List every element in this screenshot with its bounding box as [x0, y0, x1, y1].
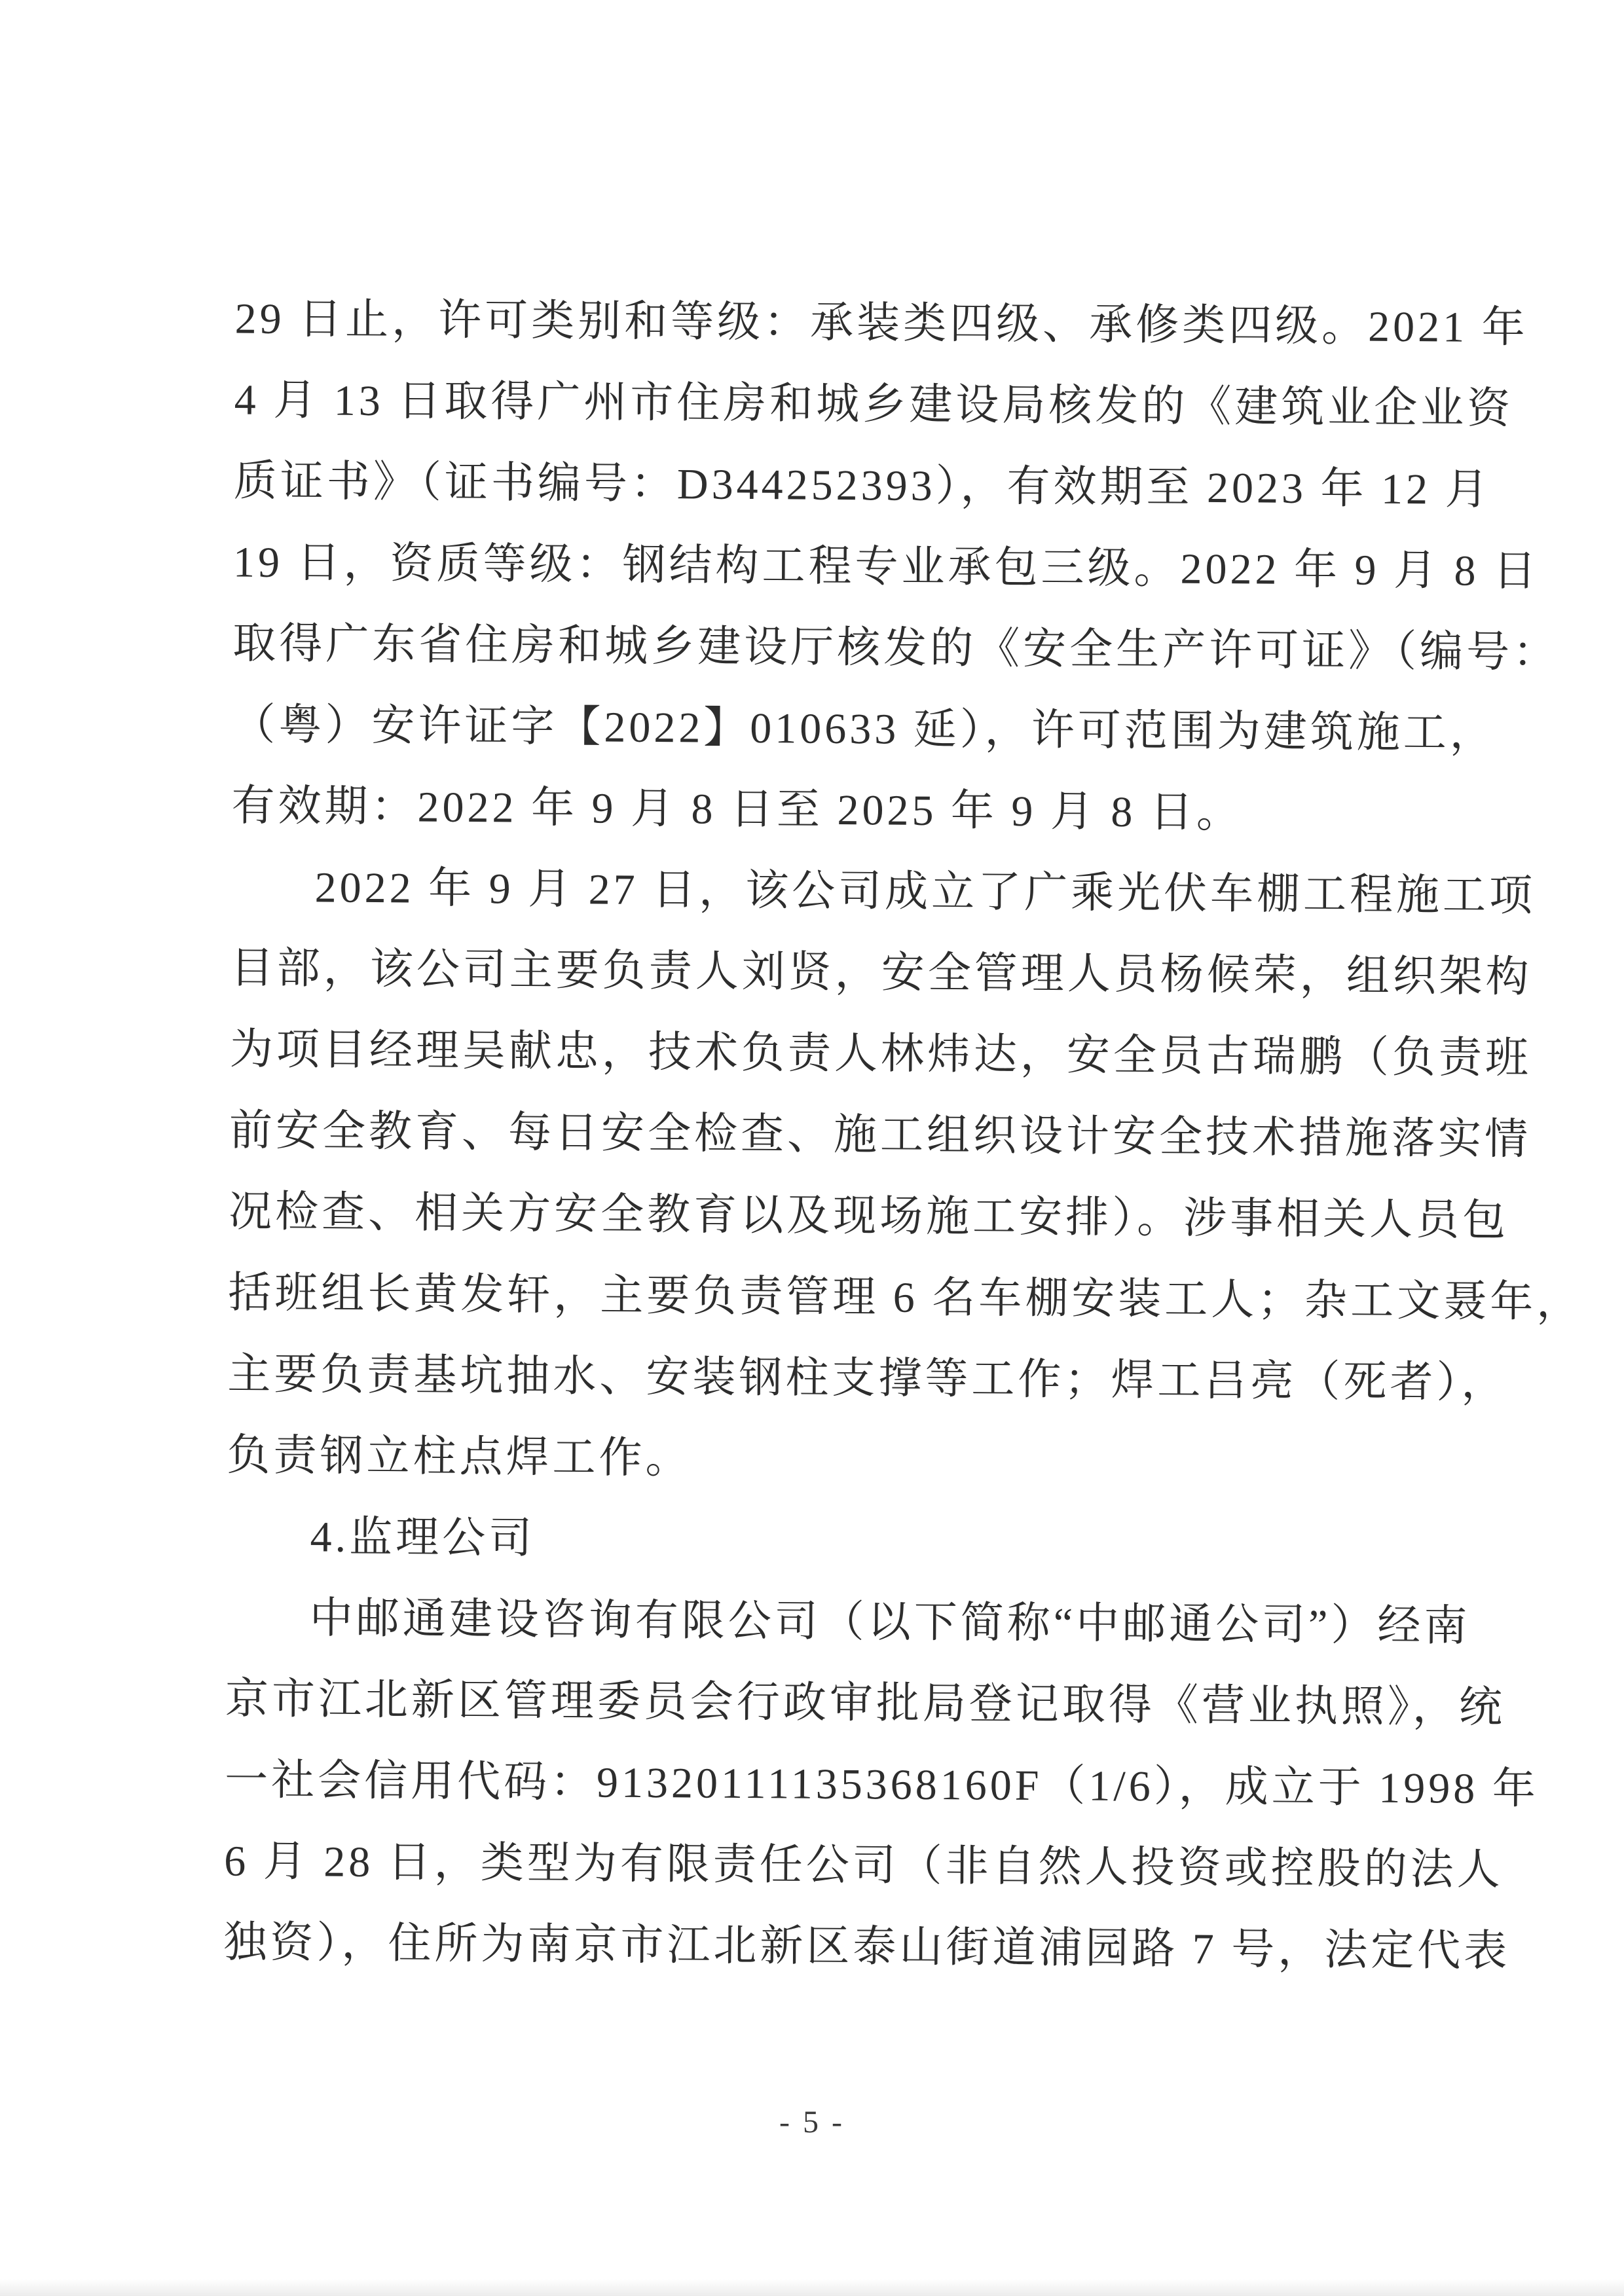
- document-line: 独资），住所为南京市江北新区泰山街道浦园路 7 号，法定代表: [223, 1918, 1511, 1976]
- document-line: （粤）安许证字【2022】010633 延），许可范围为建筑施工，: [232, 701, 1497, 757]
- section-heading: 4.监理公司: [310, 1513, 536, 1563]
- document-line: 29 日止，许可类别和等级：承装类四级、承修类四级。2021 年: [234, 295, 1528, 352]
- document-line: 况检查、相关方安全教育以及现场施工安排）。涉事相关人员包: [228, 1188, 1509, 1245]
- document-line: 前安全教育、每日安全检查、施工组织设计安全技术措施落实情: [229, 1106, 1532, 1164]
- document-line: 京市江北新区管理委员会行政审批局登记取得《营业执照》，统: [225, 1675, 1506, 1732]
- document-line: 取得广东省住房和城乡建设厅核发的《安全生产许可证》（编号：: [232, 619, 1560, 677]
- document-line: 4 月 13 日取得广州市住房和城乡建设局核发的《建筑业企业资: [234, 376, 1514, 433]
- document-line: 有效期：2022 年 9 月 8 日至 2025 年 9 月 8 日。: [231, 782, 1244, 837]
- document-body: [223, 279, 1583, 1992]
- document-line: 质证书》（证书编号：D344252393），有效期至 2023 年 12 月: [233, 457, 1492, 514]
- document-line: 括班组长黄发轩，主要负责管理 6 名车棚安装工人；杂工文聂年，: [228, 1269, 1583, 1326]
- document-line: 目部，该公司主要负责人刘贤，安全管理人员杨候荣，组织架构: [230, 944, 1532, 1002]
- document-line paragraph-start: 2022 年 9 月 27 日，该公司成立了广乘光伏车棚工程施工项: [314, 864, 1536, 920]
- page-number: - 5 -: [779, 2105, 845, 2140]
- document-line: 19 日，资质等级：钢结构工程专业承包三级。2022 年 9 月 8 日: [232, 538, 1540, 596]
- document-line: 为项目经理吴献忠，技术负责人林炜达，安全员古瑞鹏（负责班: [229, 1025, 1532, 1083]
- document-line: 主要负责基坑抽水、安装钢柱支撑等工作；焊工吕亮（死者），: [227, 1350, 1508, 1408]
- document-line: 6 月 28 日，类型为有限责任公司（非自然人投资或控股的法人: [223, 1837, 1504, 1895]
- document-line paragraph-start: 中邮通建设咨询有限公司（以下简称“中邮通公司”）经南: [309, 1594, 1471, 1650]
- document-line: 一社会信用代码：91320111135368160F（1/6），成立于 1998 年: [224, 1756, 1540, 1813]
- document-line: 负责钢立柱点焊工作。: [227, 1431, 692, 1483]
